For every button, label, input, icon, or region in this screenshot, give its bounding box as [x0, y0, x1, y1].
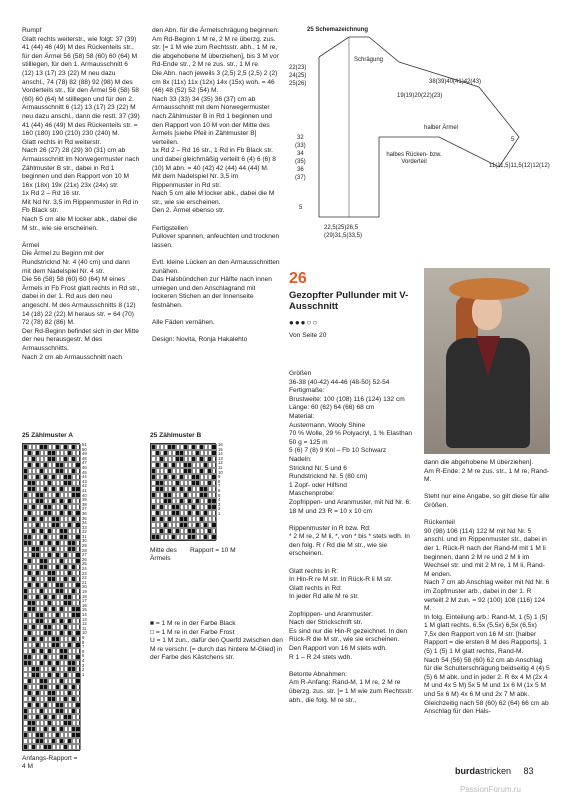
model-photo — [424, 268, 550, 454]
schema-label-12: (29)31,5(33,5) — [324, 233, 363, 239]
chart-row-number: 45 — [82, 469, 87, 475]
schema-label-15: Schrägung — [354, 57, 384, 63]
chart-row-number: 43 — [82, 478, 87, 484]
schema-label-13: halbes Rücken- bzw. Vorderteil — [386, 152, 442, 165]
chart-b-rapport: Rapport = 10 M — [190, 547, 236, 554]
chart-row-number: 30 — [82, 538, 87, 544]
chart-a-title: 25 Zählmuster A — [22, 432, 74, 439]
chart-row-number: 2 — [82, 667, 85, 673]
chart-row-number: 50 — [82, 446, 87, 452]
chart-row-number: 33 — [82, 524, 87, 530]
schema-label-1: 22(23) — [289, 65, 307, 71]
chart-row-number: 6 — [218, 487, 221, 493]
chart-row-number: 25 — [82, 561, 87, 567]
chart-row-number: 36 — [82, 510, 87, 516]
schema-label-10: 5 — [299, 205, 303, 211]
legend-text-1: = 1 M re in der Farbe Black — [155, 620, 236, 627]
chart-row-number: 6 — [82, 648, 85, 654]
schema-label-5: (33) — [295, 143, 306, 149]
schema-label-9: (37) — [295, 175, 306, 181]
chart-row-number: 47 — [82, 460, 87, 466]
chart-row-number: 2 — [218, 506, 221, 512]
chart-row-number: 18 — [82, 593, 87, 599]
chart-b-grid — [150, 443, 216, 541]
chart-row-number: 22 — [82, 575, 87, 581]
legend-item-1 — [150, 620, 285, 629]
chart-row-number: 10 — [218, 469, 223, 475]
chart-b-title: 25 Zählmuster B — [150, 432, 202, 439]
chart-cell — [75, 744, 81, 750]
chart-row-number: 24 — [82, 566, 87, 572]
chart-row-number: 11 — [218, 464, 223, 470]
chart-row-number: 23 — [82, 570, 87, 576]
chart-row-number: 39 — [82, 497, 87, 503]
schema-label-6: 34 — [297, 151, 304, 157]
legend-symbol-3: U — [150, 637, 155, 645]
chart-row-number: 42 — [82, 483, 87, 489]
legend-text-3: = 1 M zun., dafür den Querfd zwischen den M re verschr. [= durch das hintere M-Glied] in der Farbe des Kästchens str. — [150, 637, 283, 662]
chart-row-number: 4 — [218, 497, 221, 503]
instructions-column-2: den Abn. für die Ärmelschrägung beginnen: Am Rd-Beginn 1 M re, 2 M re überzg. zus. str. [= 1 M wie zum Rechtsstr. abh., 1 M re, die abgehobene M überziehen], bis 3 M vor Rd-Ende str., 2 M re zus. str., 1 M re. Die Abn. nach jeweils 3 (2,5) 2,5 (2,5) 2 (2) cm 8x (11x) 11x (12x) 14x (15x) woh. = 46 (46) 48 (52) 52 (54) M. Nach 33 (33) 34 (35) 36 (37) cm ab Armausschnitt mit dem Norwegermuster nach Zählmuster B in Rd 1 beginnen und den Rapport von 10 M von der Mitte des Ärmels [siehe Pfeil in Zählmuster B] verteilen. 1x Rd 2 – Rd 16 str., 1 Rd in Fb Black str. und dabei gleichmäßig verteilt 6 (4) 6 (6) 8 (10) M abn. = 40 (42) 42 (44) 44 (44) M. Mit dem Nadelspiel Nr. 3,5 im Rippenmuster in Rd str. Nach 5 cm alle M locker abk., dabei die M str., wie sie erscheinen. Den 2. Ärmel ebenso str. Fertigstellen Pullover spannen, anfeuchten und trocknen lassen. Evtl. kleine Lücken an den Armausschnitten zunähen. Das Halsbündchen zur Hälfte nach innen umlegen und den Anschlagrand mit lockeren Stichen an der Innenseite festnähen. Alle Fäden vernähen. Design: Novita, Ronja Hakalehto — [152, 27, 280, 344]
legend — [150, 620, 285, 663]
legend-symbol-1: ■ — [150, 620, 154, 627]
chart-row-number: 41 — [82, 487, 87, 493]
watermark: PassionForum.ru — [460, 785, 521, 794]
schema-label-14: halber Ärmel — [424, 125, 459, 131]
chart-row-number: 1 — [82, 671, 85, 677]
schema-label-17: 19(19)20(22)(23) — [397, 93, 443, 99]
schema-label-19: 5 — [511, 137, 515, 143]
chart-row-number: 10 — [82, 630, 87, 636]
chart-row-number: 16 — [82, 602, 87, 608]
chart-row-number: 5 — [82, 653, 85, 659]
chart-row-number: 20 — [82, 584, 87, 590]
chart-row-number: 1 — [218, 510, 221, 516]
legend-symbol-2: □ — [150, 628, 154, 636]
schema-title: 25 Schemazeichnung — [307, 27, 369, 33]
chart-row-number: 12 — [82, 621, 87, 627]
legend-item-2 — [150, 629, 285, 638]
chart-a-note: Anfangs-Rapport = 4 M — [22, 755, 78, 770]
chart-row-number: 13 — [82, 616, 87, 622]
page-number: 83 — [523, 766, 534, 776]
chart-row-number: 27 — [82, 552, 87, 558]
chart-row-number: 12 — [218, 460, 223, 466]
chart-row-number: 21 — [82, 579, 87, 585]
schema-label-16: 38(39)40(41)42(43) — [429, 79, 482, 85]
chart-row-number: 11 — [82, 625, 87, 631]
schema-shapes — [289, 27, 549, 257]
chart-row-number: 46 — [82, 464, 87, 470]
chart-row-number: 28 — [82, 547, 87, 553]
difficulty-dots: ●●●○○ — [289, 318, 319, 327]
schema-label-7: (35) — [295, 159, 306, 165]
schema-label-11: 22,5(25)26,5 — [324, 225, 359, 231]
chart-row-number: 14 — [82, 611, 87, 617]
chart-row-number: 15 — [82, 607, 87, 613]
instructions-column-1: Rumpf Glatt rechts weiterstr., wie folgt: 37 (39) 41 (44) 46 (49) M des Rückenteils str., für den Ärmel 56 (58) 58 (60) 60 (64) M stilllegen, für den 1. Armausschnitt 6 (12) 13 (17) 23 (22) M neu dazu anschl., 74 (78) 82 (88) 92 (98) M des Vorderteils str., für den Ärmel 56 (58) 58 (60) 60 (64) M stilllegen und für den 2. Armausschnitt 6 (12) 13 (17) 23 (22) M neu dazu anschl., dann die restl. 37 (39) 41 (44) 46 (49) M des Rückenteils str. = 160 (180) 190 (210) 230 (240) M. Glatt rechts in Rd weiterstr. Nach 26 (27) 28 (29) 30 (31) cm ab Armausschnitt im Norwegermuster nach Zählmuster B str., dabei in Rd 1 beginnen und den Rapport von 10 M 16x (18x) 19x (21x) 23x (24x) str. 1x Rd 2 – Rd 16 str. Mit Nd Nr. 3,5 im Rippenmuster in Rd in Fb Black str. Nach 5 cm alle M locker abk., dabei die M str., wie sie erscheinen. Ärmel Die Ärmel zu Beginn mit der Rundstricknd Nr. 4 (40 cm) und dann mit dem Nadelspiel Nr. 4 str. Die 56 (58) 58 (60) 60 (64) M eines Ärmels in Fb Frost glatt rechts in Rd str., dabei in der 1. Rd aus den neu angeschl. M des Armausschnitts 8 (12) 14 (18) 22 (22) M heraus str. = 64 (70) 72 (78) 82 (86) M. Der Rd-Beginn befindet sich in der Mitte der neu herausgestr. M des Armausschnitts. Nach 2 cm ab Armausschnitt nach — [22, 27, 140, 361]
pattern-number: 26 — [289, 270, 307, 287]
chart-row-number: 34 — [82, 520, 87, 526]
chart-row-number: 8 — [82, 639, 85, 645]
chart-row-number: 15 — [218, 446, 223, 452]
chart-row-number: 29 — [82, 543, 87, 549]
instructions-column-4: dann die abgehobene M überziehen]. Am R-Ende: 2 M re zus. str., 1 M re, Rand-M. Steht nur eine Angabe, so gilt diese für alle Größen. Rückenteil 90 (98) 106 (114) 122 M mit Nd Nr. 5 anschl. und im Rippenmuster str., dabei in der 1. Rück-R nach der Rand-M mit 1 M li beginnen, dann 2 M re und 2 M li im Wechsel str. und mit 2 M re, 1 M li, Rand-M enden. Nach 7 cm ab Anschlag weiter mit Nd Nr. 6 im Zopfmuster arb., dabei in der 1. R verteilt 2 M zun. = 92 (100) 108 (116) 124 M. In folg. Einteilung arb.: Rand-M, 1 (5) 1 (5) 1 M glatt rechts, 6,5x (5,5x) 6,5x (6,5x) 7,5x den Rapport von 16 M str. [halber Rapport = die ersten 8 M des Rapports], 1 (5) 1 (5) 1 M glatt rechts, Rand-M. Nach 54 (56) 58 (60) 62 cm ab Anschlag für die Schulterschrägung beidseitig 4 (4) 5 (5) 6 M abk. und in jeder 2. R 6x 4 M (2x 4 M und 4x 5 M) 5x 5 M und 1x 6 M (1x 5 M und 5x 6 M) 4x 6 M und 2x 7 M abk. Gleichzeitig nach 58 (60) 62 (64) 66 cm ab Anschlag für den Hals- — [424, 459, 550, 716]
chart-row-number: 8 — [218, 478, 221, 484]
schema-drawing — [289, 27, 549, 257]
chart-row-number: 48 — [82, 455, 87, 461]
pattern-title: Gezopfter Pullunder mit V-Ausschnitt — [289, 290, 409, 312]
chart-row-number: 9 — [218, 474, 221, 480]
chart-row-number: 37 — [82, 506, 87, 512]
chart-a-grid — [22, 443, 80, 751]
instructions-column-3: Größen 36-38 (40-42) 44-46 (48-50) 52-54 Fertigmaße: Brustweite: 100 (108) 116 (124) 132 cm Länge: 60 (62) 64 (66) 68 cm Material: Austermann, Wooly Shine 70 % Wolle, 29 % Polyacryl, 1 % Elasthan 50 g = 125 m 5 (6) 7 (8) 9 Knl – Fb 10 Schwarz Nadeln: Stricknd Nr. 5 und 6 Rundstricknd Nr. 5 (80 cm) 1 Zopf- oder Hilfsnd Maschenprobe: Zopfrippen- und Aranmuster, mit Nd Nr. 6: 18 M und 23 R = 10 x 10 cm Rippenmuster in R bzw. Rd: * 2 M re, 2 M li, *, von * bis * stets wdh. In den folg. R / Rd die M str., wie sie erscheinen. Glatt rechts in R: In Hin-R re M str. In Rück-R li M str. Glatt rechts in Rd: In jeder Rd alle M re str. Zopfrippen- und Aranmuster: Nach der Strickschrift str. Es sind nur die Hin-R gezeichnet. In den Rück-R die M str., wie sie erscheinen. Den Rapport von 16 M stets wdh. R 1 – R 24 stets wdh. Betonte Abnahmen: Am R-Anfang: Rand-M, 1 M re, 2 M re überzg. zus. str. [= 1 M wie zum Rechtsstr. abh., die folg. M re str., — [289, 370, 414, 704]
chart-row-number: 4 — [82, 657, 85, 663]
chart-row-number: 5 — [218, 492, 221, 498]
chart-row-number: 49 — [82, 451, 87, 457]
chart-row-number: 7 — [218, 483, 221, 489]
chart-row-number: 14 — [218, 451, 223, 457]
schema-label-8: 36 — [297, 167, 304, 173]
chart-a — [22, 432, 87, 771]
chart-row-number: 40 — [82, 492, 87, 498]
chart-b-mid: Mitte des Ärmels — [150, 547, 177, 562]
chart-row-number: 13 — [218, 455, 223, 461]
legend-item-3 — [150, 637, 285, 663]
chart-row-number: 35 — [82, 515, 87, 521]
chart-row-number: 32 — [82, 529, 87, 535]
see-page-note: Von Seite 20 — [289, 332, 327, 339]
schema-label-3: 25(26) — [289, 81, 307, 87]
footer-brand-2: stricken — [480, 766, 512, 776]
chart-a-row-numbers — [82, 443, 87, 751]
footer-brand: burda — [455, 766, 481, 776]
chart-row-number: 3 — [218, 501, 221, 507]
chart-cell — [211, 534, 217, 540]
chart-row-number: 3 — [82, 662, 85, 668]
schema-label-18: 11(11,5)11,5(12)12(12) — [489, 163, 550, 169]
chart-row-number: 16 — [218, 442, 223, 447]
chart-row-number: 26 — [82, 556, 87, 562]
chart-row-number: 31 — [82, 533, 87, 539]
page-footer — [455, 766, 534, 776]
chart-row-number: 9 — [82, 634, 85, 640]
schema-label-2: 24(25) — [289, 73, 307, 79]
chart-row-number: 51 — [82, 442, 87, 447]
schema-label-4: 32 — [297, 135, 304, 141]
chart-row-number: 44 — [82, 474, 87, 480]
chart-row-number: 19 — [82, 589, 87, 594]
legend-text-2: = 1 M re in der Farbe Frost — [155, 628, 235, 636]
chart-b — [150, 432, 236, 563]
chart-b-row-numbers — [218, 443, 223, 541]
chart-row-number: 38 — [82, 501, 87, 507]
chart-row-number: 17 — [82, 598, 87, 604]
chart-row-number: 7 — [82, 644, 85, 650]
